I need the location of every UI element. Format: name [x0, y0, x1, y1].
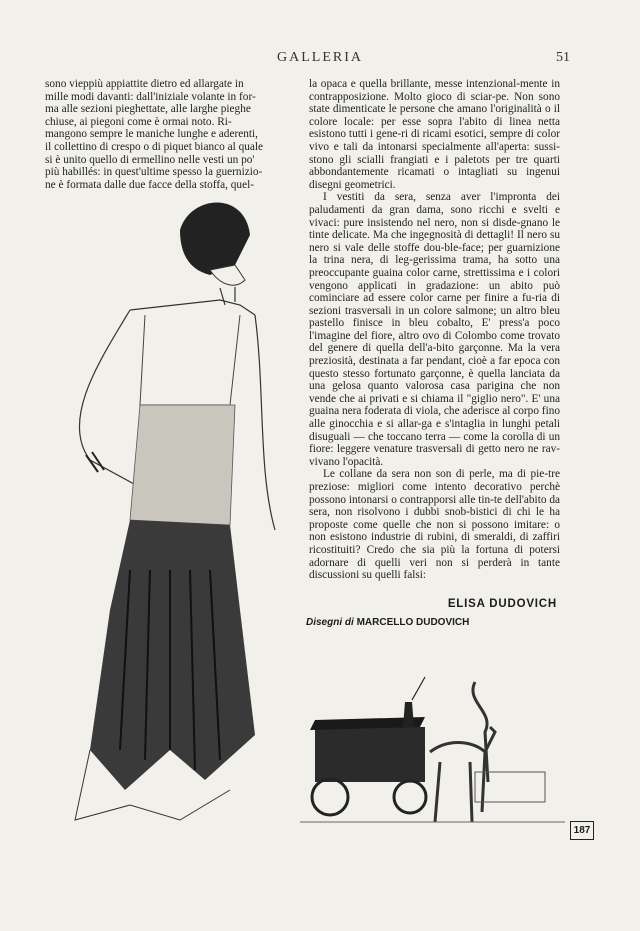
page-number: 51: [556, 50, 570, 65]
text-line: mangono sempre le maniche lunghe e aderenti,: [45, 128, 258, 141]
cloche-hat: [180, 203, 250, 276]
right-arm: [255, 315, 275, 530]
paragraph-necklaces: Le collane da sera non son di perle, ma di pie-tre preziose: migliori come intento decorativo perchè possono intonarsi o contrapporsi alle tin-te dell'abito da sera, non risolvono i dubbi snob-bistici di chi le ha proposte come quelle che non si possono imitare: o non esistono industrie di rubini, di smeraldi, di zaffiri ricostituiti? Credo che sia più la fortuna di potersi adornare di quelli veri non si perderà in tante discussioni su quelli falsi:: [309, 468, 560, 582]
text-line: ma alle sezioni pieghettate, alle larghe pieghe: [45, 103, 251, 116]
text-line: mille modi davanti: dall'iniziale volante in for-: [45, 90, 256, 103]
skirt-lower: [90, 520, 255, 790]
coachman: [403, 702, 414, 727]
whip: [412, 677, 425, 700]
carriage-body: [315, 727, 425, 782]
right-column-text: [309, 78, 560, 582]
bodice: [140, 315, 240, 405]
rear-wheel: [312, 779, 348, 815]
fashion-figure-illustration: [30, 190, 300, 850]
front-wheel: [394, 781, 426, 813]
credit-name: MARCELLO DUDOVICH: [356, 617, 470, 628]
paragraph-evening-dresses: I vestiti da sera, senza aver l'impronta dei paludamenti da gran dama, sono ricchi e svelti e vivaci: pure insistendo nel nero, non si disde-gnano le tinte delicate. Ma che ingegnosità di dettagli! Il nero su nero si vale delle stoffe dou-ble-face; per guarnizione la trina nera, di leg-gerissima trama, ha sotto una preoccupante guaina color carne, strettissima e i colori vengono applicati in gradazione: un abito può cominciare ad essere color carne per finire a fu-ria di sezioni trasversali in un colore salmone; un altro bleu pastello finisce in bleu cobalto, E' press'a poco l'imagine del fiore, altro ovo di Colombo come trovato del genere di quella dell'a-bito garçonne. Ma la vera preziosità, destinata a far pendant, cioè a far epoca con questo stesso fortunato garçonne, è quella lanciata da una gelosa quanto valorosa casa parigina che non vende che ai privati e si chiama il "giglio nero". E' una guaina nera foderata di viola, che aderisce al corpo fino alle ginocchia e si allar-ga e s'intaglia in lunghi petali disuguali — che toccano terra — come la corolla di un fiore: leggere venature trasversali di getto nero ne rav-vivano l'opacità.: [309, 191, 560, 468]
fence: [475, 772, 545, 802]
text-line: il collettino di crespo o di piquet bianco al quale: [45, 140, 264, 153]
author-signature: ELISA DUDOVICH: [447, 598, 557, 610]
bracelet: [86, 452, 104, 472]
running-header: GALLERIA: [277, 50, 363, 65]
shoulders: [130, 300, 255, 315]
horse-carriage-illustration: [300, 672, 565, 837]
text-line: ne è formata dalle due facce della stoffa, quel-: [45, 178, 254, 191]
paragraph-fashion: la opaca e quella brillante, messe intenzional-mente in contrapposizione. Molto gioco di sciar-pe. Non sono state dimenticate le persone che amano l'originalità o il colore locale: per esse sopra l'abito di linea netta esistono tutti i gene-ri di ricami esotici, sempre di color vivo e tali da intonarsi specialmente all'aperta: sussi-stono gli scialli frangiati e i paletots per tre quarti abbondantemente ricamati o intagliati su ingenui disegni geometrici.: [309, 78, 560, 191]
left-column-text: [45, 78, 293, 191]
text-line: sono vieppiù appiattite dietro ed allargate in: [45, 78, 244, 90]
illustration-credit: [306, 617, 469, 628]
text-line: si è unito quello di ermellino nelle vesti un po': [45, 153, 255, 166]
tree: [473, 682, 488, 782]
skirt-upper: [130, 405, 235, 525]
credit-prefix: Disegni di: [306, 617, 354, 628]
page-badge: 187: [570, 821, 594, 840]
text-line: più habillés: in quest'ultime spesso la guernizio-: [45, 166, 263, 179]
text-line: chiuse, ai piegoni come è ormai noto. Ri-: [45, 115, 232, 128]
